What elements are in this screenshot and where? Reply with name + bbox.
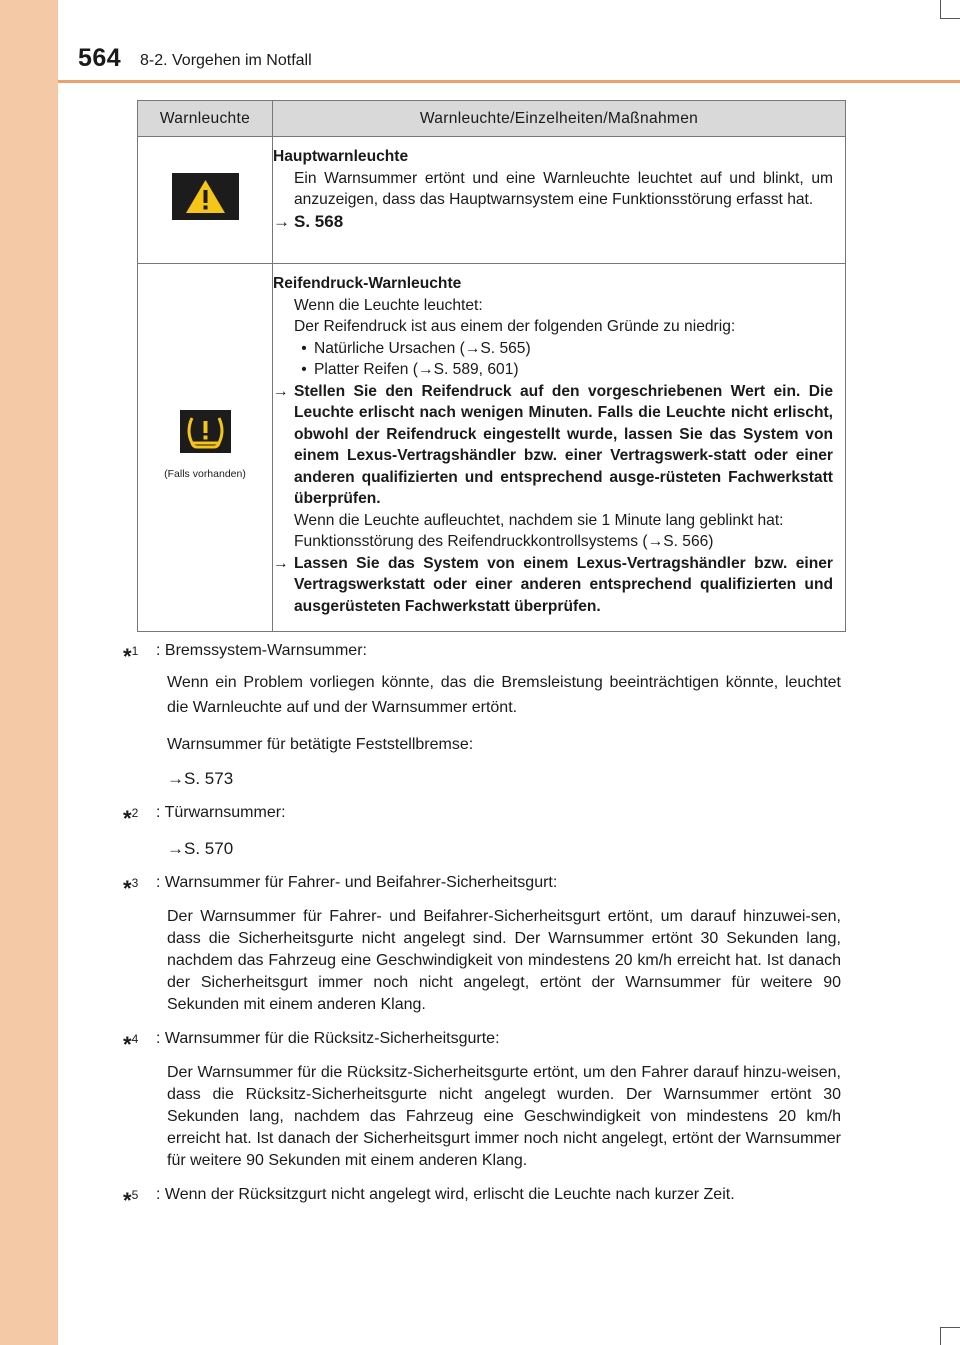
crop-mark	[940, 0, 941, 18]
crop-mark	[940, 18, 960, 19]
page-reference: → S. 568	[273, 211, 344, 231]
footnote-text: Wenn ein Problem vorliegen könnte, das die Bremsleistung beeinträchtigen könnte, leuchtet die Warnleuchte auf und der Warnsummer ertönt.	[167, 674, 841, 716]
footnote-label: : Bremssystem-Warnsummer:	[156, 642, 367, 659]
crop-mark	[940, 1327, 960, 1328]
footnote-1: *$^1$ : Bremssystem-Warnsummer: Wenn ein Problem vorliegen könnte, das die Bremsleistung beeinträchtigen könnte, leuchtet die Warnleuchte auf und der Warnsummer ertönt. Warnsummer für betätigte Feststellbremse: →S. 573	[123, 642, 841, 788]
footnote-label: : Türwarnsummer:	[156, 804, 286, 821]
condition-detail: Der Reifendruck ist aus einem der folgenden Gründe zu niedrig:	[294, 318, 736, 335]
condition-text: Wenn die Leuchte aufleuchtet, nachdem sie 1 Minute lang geblinkt hat:	[294, 511, 784, 529]
action-text: → Stellen Sie den Reifendruck auf den vorgeschriebenen Wert ein. Die Leuchte erlischt nach wenigen Minuten. Falls die Leuchte nicht erlischt, obwohl der Reifendruck eingestellt wurde, lassen Sie das System von einem Lexus-Vertragshändler bzw. einer Vertragswerk-statt oder einer anderen qualifizierten und entsprechend ausge-rüsteten Fachwerkstatt überprüfen.	[273, 382, 833, 507]
icon-cell	[138, 264, 273, 632]
row-description: Ein Warnsummer ertönt und eine Warnleuchte leuchtet auf und blinkt, um anzuzeigen, dass das Hauptwarnsystem eine Funktionsstörung erfasst hat.	[294, 169, 833, 208]
warning-light-table	[137, 100, 846, 632]
page-reference: →S. 573	[167, 769, 234, 788]
footnote-label: : Warnsummer für die Rücksitz-Sicherheitsgurte:	[156, 1030, 500, 1047]
header-rule	[58, 80, 960, 83]
crop-mark	[940, 1327, 941, 1345]
footnote-3: *$^3$ : Warnsummer für Fahrer- und Beifahrer-Sicherheitsgurt: Der Warnsummer für Fahrer- und Beifahrer-Sicherheitsgurt ertönt, um darauf hinzuwei-sen, dass die Sicherheitsgurte nicht angelegt sind. Der Warnsummer ertönt 30 Sekunden lang, nachdem das Fahrzeug eine Geschwindigkeit von mindestens 20 km/h erreicht hat. Ist danach der Sicherheitsgurt immer noch nicht angelegt, ertönt der Warnsummer für weitere 90 Sekunden mit einem anderen Klang.	[123, 872, 841, 1016]
footnote-text: Warnsummer für betätigte Feststellbremse:	[167, 736, 474, 753]
left-color-band	[0, 0, 58, 1345]
page-reference: →S. 570	[167, 839, 234, 858]
list-item: • Natürliche Ursachen (→S. 565)	[301, 339, 531, 357]
footnote-text: Der Warnsummer für Fahrer- und Beifahrer-Sicherheitsgurt ertönt, um darauf hinzuwei-sen, dass die Sicherheitsgurte nicht angelegt sind. Der Warnsummer ertönt 30 Sekunden lang, nachdem das Fahrzeug eine Geschwindigkeit von mindestens 20 km/h erreicht hat. Ist danach der Sicherheitsgurt immer noch nicht angelegt, ertönt der Warnsummer für weitere 90 Sekunden mit einem anderen Klang.	[167, 908, 841, 1013]
footnote-label: : Wenn der Rücksitzgurt nicht angelegt wird, erlischt die Leuchte nach kurzer Zeit.	[156, 1186, 735, 1203]
master-warning-triangle-icon	[172, 173, 239, 220]
footnotes	[123, 640, 841, 1212]
details-cell	[273, 137, 846, 264]
condition-text: Wenn die Leuchte leuchtet:	[294, 296, 483, 314]
table-row	[138, 264, 846, 632]
action-text: → Lassen Sie das System von einem Lexus-Vertragshändler bzw. einer Vertragswerkstatt oder einer anderen entsprechend qualifizierten und ausgerüsteten Fachwerkstatt überprüfen.	[273, 554, 833, 615]
row-title: Reifendruck-Warnleuchte	[273, 275, 462, 292]
icon-cell	[138, 137, 273, 264]
tire-pressure-warning-icon	[180, 410, 231, 453]
row-title: Hauptwarnleuchte	[273, 148, 409, 165]
footnote-text: Der Warnsummer für die Rücksitz-Sicherheitsgurte ertönt, um den Fahrer darauf hinzu-weisen, dass die Rücksitz-Sicherheitsgurte nicht angelegt wurden. Der Warnsummer ertönt 30 Sekunden lang, nachdem das Fahrzeug eine Geschwindigkeit von mindestens 20 km/h erreicht hat. Ist danach der Sicherheitsgurt immer noch nicht angelegt, ertönt der Warnsummer für weitere 90 Sekunden mit einem anderen Klang.	[167, 1064, 841, 1169]
footnote-5: *$^5$ : Wenn der Rücksitzgurt nicht angelegt wird, erlischt die Leuchte nach kurzer Zeit.	[123, 1184, 841, 1212]
table-row	[138, 137, 846, 264]
condition-detail: Funktionsstörung des Reifendruckkontrollsystems (→S. 566)	[294, 533, 714, 550]
column-header-warning-light: Warnleuchte	[138, 101, 273, 137]
footnote-2: *$^2$ : Türwarnsummer: →S. 570	[123, 802, 841, 860]
column-header-details-actions: Warnleuchte/Einzelheiten/Maßnahmen	[273, 101, 846, 137]
footnote-4: *$^4$ : Warnsummer für die Rücksitz-Sicherheitsgurte: Der Warnsummer für die Rücksitz-Sicherheitsgurte ertönt, um den Fahrer darauf hinzu-weisen, dass die Rücksitz-Sicherheitsgurte nicht angelegt wurden. Der Warnsummer ertönt 30 Sekunden lang, nachdem das Fahrzeug eine Geschwindigkeit von mindestens 20 km/h erreicht hat. Ist danach der Sicherheitsgurt immer noch nicht angelegt, ertönt der Warnsummer für weitere 90 Sekunden mit einem anderen Klang.	[123, 1028, 841, 1172]
page-number: 564	[78, 44, 122, 72]
details-cell	[273, 264, 846, 632]
section-title: 8-2. Vorgehen im Notfall	[140, 52, 312, 69]
footnote-label: : Warnsummer für Fahrer- und Beifahrer-Sicherheitsgurt:	[156, 874, 558, 891]
icon-caption: (Falls vorhanden)	[164, 467, 246, 480]
list-item: • Platter Reifen (→S. 589, 601)	[301, 361, 519, 378]
